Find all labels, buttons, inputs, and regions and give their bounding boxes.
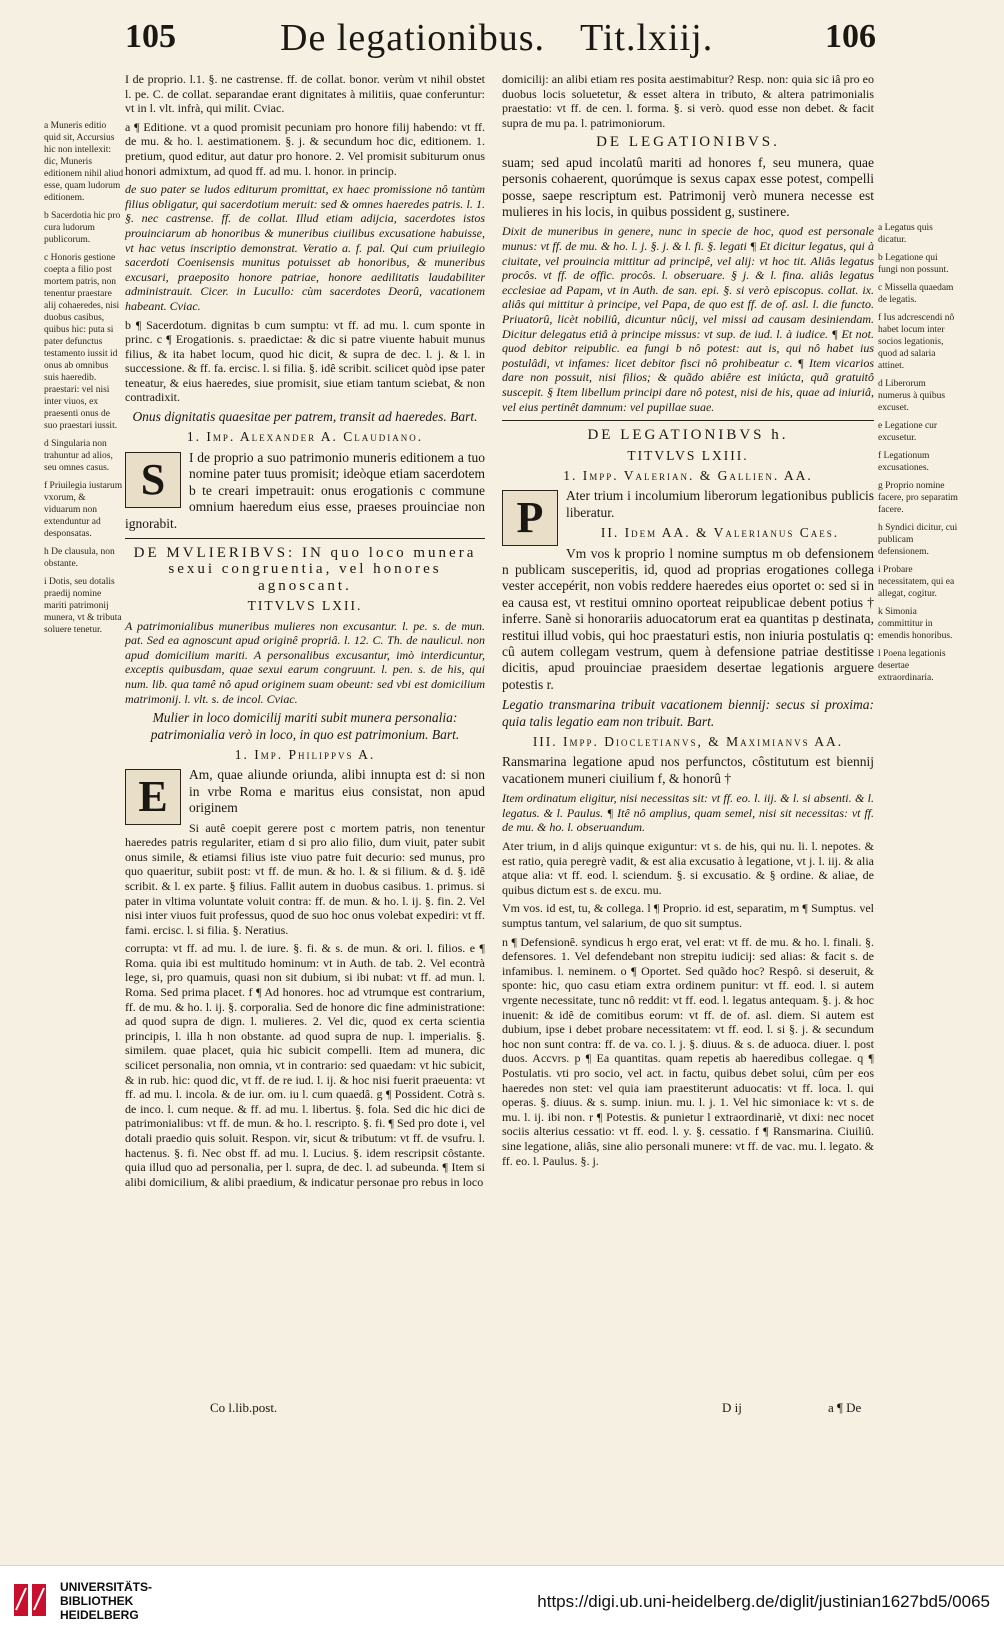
gloss-paragraph: Vm vos. id est, tu, & collega. l ¶ Proprio. id est, separatim, m ¶ Sumptus. vel sumptus tantum, vel salarium, de quo sit sumptus. (502, 901, 874, 930)
margin-note: h Syndici dicitur, cui publicam defensionem. (878, 523, 958, 557)
running-head-title: De legationibus. (280, 17, 546, 59)
law-heading: 1. Imp. Alexander A. Claudiano. (186, 429, 424, 445)
gloss-paragraph: domicilij: an alibi etiam res posita aestimabitur? Resp. non: quia sic iâ pro eo duobus locis soluetetur, & esset altera in tributo, & altera patrimonialis praestatio: vt ff. de cen. l. forma. §. si verò. quod esse non debet. & facit supra de mu pa. l. patrimoniorum. (502, 72, 874, 130)
margin-note: d Liberorum numerus à quibus excuset. (878, 379, 946, 413)
margin-note: f Ius adcrescendi nô habet locum inter socios legationis, quod ad salaria attinet. (878, 313, 955, 371)
gloss-paragraph: de suo pater se ludos editurum promittat, ex haec promissione nô tantùm filius obligatur, qui sacerdotium meruit: sed & omnes haeredes patris. l. 1. §. nec castrense. ff. de collat. Illud etiam adijcia, sacerdotes istos prouinciarum ab honoribus & muneribus ciuilibus excusatione habuisse, vt hac vetus inscriptio demonstrat. Veratio a. f. pal. Qui cum priuilegio sacerdoti Coenisensis munitus potuisset ab honoribus, & muneribus excusari, praeposito honore patriae, honore aedilitatis laudabiliter administrauit. Cicer. in Lucullo: cùm sacerdotes Deorû, vacationem habeant. Cviac. (125, 182, 485, 313)
law-text: Ransmarina legatione apud nos perfunctos, côstitutum est biennij vacationem muneri ciuilium f, & honorû † (502, 754, 874, 786)
gloss-paragraph: n ¶ Defensionê. syndicus h ergo erat, vel erat: vt ff. de mu. & ho. l. finali. §. defensores. 1. Vel defendebant non strepitu iudicij: sed alias: & facit s. de infamibus. l. neminem. o ¶ Oportet. Sed quãdo hoc? Respô. si deseruit, & sponte: hic, quo casu etiam extra ordinem punitur: vt ff. eod. l. si autem vrgente necessitate, tunc nô reddit: vt ff. eod. l. legatus antequam. §. j. & hoc inuenit: & idê de comitibus eorum: vt ff. de of. asl. diem. Si autem est dubium, ipse i debet probare necessitatem: vt ff. eod. l. si §. j. & secundum hoc non sunt contra: ff. de va. co. l. j. §. diuus. & s. de aduoca. diuer. l. post duos. Accvrs. p ¶ Ea quantitas. quam repetis ab haeredibus collegae. q ¶ Postulatis. vti pro socio, vel act. in factu, quibus debet solui, cûm per eos haeredes non stet: vel quia iam praestiterunt aduocatis: vt ff. loca. l. qui operas. §. diuus. & s. sump. iniun. mu. l. j. 1. Vel hic simoniace k: vt s. de mu. l. ij. ibi non. r ¶ Potestis. & punietur l extraordinariè, vt dixi: nec nocet sociis alterius cessatio: vt ff. eod. l. y. §. cessatio. f ¶ Ransmarina. Ciuiliû. sine legatione, aliâs, sine alio personali munere: vt ff. de vac. mu. l. legato. & ff. eo. l. Paulus. §. j. (502, 934, 874, 1168)
law-text: S I de proprio a suo patrimonio muneris editionem a tuo nomine pater tuus promisit; ideòque etiam sacerdotem b te creari impetrauit: onus erogationis c commune omnium haeredum eius esse, praeses prouinciae non ignorabit. (125, 449, 485, 531)
law-heading: II. Idem AA. & Valerianus Caes. (600, 525, 840, 541)
text-column-left (125, 72, 485, 1193)
margin-note: a Muneris editio quid sit, Accursius hic non intellexit: dic, Muneris editionem nihil aliud esse, quam ludorum editionem. (44, 121, 124, 203)
catchword: Co l.lib.post. (210, 1400, 278, 1415)
decorated-initial: S (125, 452, 181, 508)
law-heading: 1. Impp. Valerian. & Gallien. AA. (563, 467, 813, 483)
signature-mark: D ij (722, 1400, 742, 1415)
margin-note: f Legationum excusationes. (878, 451, 930, 473)
margin-note: b Sacerdotia hic pro cura ludorum publicorum. (44, 211, 121, 245)
gloss-paragraph: a ¶ Editione. vt a quod promisit pecuniam pro honore filij habendo: vt ff. de mu. & ho. l. aestimationem. §. j. & secundum hoc dic, editionem. 1. pretium, quod editur, aut datur pro honore. 2. Vel promisit subiturum onus honori admixtum, ad quod ff. ad mu. l. honor. in princip. (125, 119, 485, 178)
running-head-titulus: Tit.lxiij. (580, 17, 714, 59)
gloss-paragraph: Ater trium, in d alijs quinque exiguntur: vt s. de his, qui nu. li. l. nepotes. & est ratio, quia peregrè vadit, & est alia excusatio à legatione, vt j. l. iij. & alia atque alia: vt ff. eod. l. sciendum. §. si excusatio. & § ordine. & aliae, de quibus dictum est s. de excu. mu. (502, 839, 874, 897)
law-heading: III. Impp. Diocletianvs, & Maximianvs AA. (532, 734, 844, 750)
decorated-initial: E (125, 769, 181, 825)
left-margin-notes (44, 120, 124, 642)
title-summary: A patrimonialibus muneribus mulieres non excusantur. l. pe. s. de mun. pat. Sed ea agnoscunt apud originê propriâ. l. 12. C. Th. de naulicul. non apud domicilium mariti. A personalibus excusantur, imò interdicuntur, exceptis quibusdam, quae sexui earum congruunt. l. pen. s. de his, qui num. lib. qua tamê nô apud originem suam obeunt: sed vbi est domicilium matrimonij. l. vlt. s. de incol. Cviac. (125, 618, 485, 706)
law-text: E Am, quae aliunde oriunda, alibi innupta est d: si non in vrbe Roma e maritus eius consistat, non apud originem (125, 767, 485, 816)
titulus-heading: TITVLVS LXIII. (627, 447, 749, 463)
page-number-left: 105 (125, 18, 176, 55)
title-heading: DE LEGATIONIBVS. (596, 134, 780, 151)
library-name: UNIVERSITÄTS- BIBLIOTHEK HEIDELBERG (60, 1580, 153, 1622)
gloss-paragraph: Si autê coepit gerere post c mortem patris, non tenentur haeredes patris regulariter, etiam d si pro alio filio, dum viuit, pater subit onus simile, & etiamsi filius iste viuo patre fuit decurio: sed munus, pro quo quaeritur, subiit post: vt ff. de mun. & ho. l. & si filium. & d. §. idê scribit. & l. ex parte. § filius. Fallit autem in duobus casibus. 1. primus. si pater in vltima voluntate voluit contra: ff. de mun. & ho. l. ij. §. fin. 2. Vel nisi inter viuos fuit professus, quod de suo hoc onus volebat expediri: vt ff. fami. ercisc. l. si filia. §. Neratius. (125, 820, 485, 937)
margin-note: f Priuilegia iustarum vxorum, & viduarum non extenduntur ad desponsatas. (44, 481, 123, 539)
law-text: P Ater trium i incolumium liberorum legationibus publicis liberatur. (502, 488, 874, 521)
gloss-paragraph: I de proprio. l.1. §. ne castrense. ff. de collat. bonor. verùm vt nihil obstet l. pe. C. de collat. separandae erant dignitates à militiis, quae conferuntur: vt in l. vlt. infrà, qui milit. Cviac. (125, 72, 485, 116)
right-margin-notes (878, 222, 958, 690)
gloss-paragraph: Item ordinatum eligitur, nisi necessitas sit: vt ff. eo. l. iij. & l. si absenti. & l. legatus. & l. Paulus. ¶ Itê nô amplius, quam semel, nisi sit necessitas: vt ff. de mu. & ho. l. obseruandum. (502, 791, 874, 835)
law-text: Vm vos k proprio l nomine sumptus m ob defensionem n publicam susceperitis, id, quod ad proprias erogationes collega vester accepérit, non vobis reddere haeredes eius oportet o: sed si in ea causa est, vt restitui omnino oporteat reipublicae debent potius † inferre. Sanè si honorariis aduocatorum erat ea quantitas p destinata, restitui illud vobis, qui hoc praestaturi estis, non iniuria postulatis q: cû autem collegam vestrum, quem à defensione patriae destitisse dicitis, apud prouinciae praesidem desertae legationis arguere potestis r. (502, 545, 874, 692)
margin-note: k Simonia committitur in emendis honoribus. (878, 607, 953, 641)
margin-note: b Legatione qui fungi non possunt. (878, 253, 949, 275)
titulus-heading: TITVLVS LXII. (247, 598, 363, 614)
margin-note: a Legatus quis dicatur. (878, 223, 933, 245)
gloss-paragraph: Dixit de muneribus in genere, nunc in specie de hoc, quod est personale munus: vt ff. de mu. & ho. l. j. §. j. & l. fi. §. legati ¶ Et dicitur legatus, qui à ciuitate, vel prouincia mittitur ad principê, vel alij: vt hoc tit. Aliâs legatus procôs. vt ff. de offic. procôs. l. obseruare. § j. & l. fina. aliâs legatus ecclesiae ad Papam, vt in Auth. de san. epi. §. si verò episcopus. collat. ix. aliâs qui mittitur à principe, vel Papa, de quo est ff. de of. asl. l. die functo. Priuatorû, licèt nobiliû, dicuntur nûcij, vel missi ad causam desiniendam. Dicitur delegatus etiâ à principe missus: vt sup. de iud. l. à iudice. ¶ Et not. quod debitor reipublic. ea fungi b nô potest: aut is, qui nô habet ius postulâdi, vt infames: licet debitor fisci nô prohibeatur c. ¶ Item vicarios dare non possuit, nisi filios; & quãdo abiêre est iniúcta, quã gratuitô suscepit. § Item libellum principi dare nô potest, nisi de his, quae ad iniuriâ, vel eius pertinêt damnum: vel pupillae suae. (502, 224, 874, 414)
margin-note: c Missella quaedam de legatis. (878, 283, 954, 305)
margin-note: c Honoris gestione coepta a filio post mortem patris, non tenentur praestare alij cohaeredes, nisi duobus casibus, quibus hic: puta si pater defunctus testamento iussit id onus ab omnibus suis haeredib. praestari: vel nisi inter viuos, ex praesenti onus de suo praestari iussit. (44, 253, 120, 431)
decorated-initial: P (502, 490, 558, 546)
law-heading: 1. Imp. Philippvs A. (234, 746, 376, 762)
catchword: a ¶ De (828, 1400, 862, 1415)
margin-note: l Poena legationis desertae extraordinaria. (878, 649, 946, 683)
library-footer (0, 1565, 1004, 1646)
law-text: suam; sed apud incolatû mariti ad honores f, seu munera, quae personis cohaerent, quorúmque is sexus capax esse potest, compelli posse, saepe rescriptum est. Patrimonij verò munera necesse est mulieres in his locis, in quibus possident g, sustinere. (502, 154, 874, 219)
margin-note: i Dotis, seu dotalis praedij nomine mariti patrimonij munera, vt & tributa soluere tenetur. (44, 577, 122, 635)
margin-note: e Legatione cur excusetur. (878, 421, 938, 443)
margin-note: i Probare necessitatem, qui ea allegat, cogitur. (878, 565, 955, 599)
title-heading: DE MVLIERIBVS: IN quo loco munera sexui congruentia, vel honores agnoscant. (133, 544, 477, 594)
text-column-right (502, 72, 874, 1172)
margin-note: d Singularia non trahuntur ad alios, seu omnes casus. (44, 439, 113, 473)
title-heading: DE LEGATIONIBVS h. (587, 427, 789, 444)
library-logo-icon (12, 1580, 52, 1620)
margin-note: g Proprio nomine facere, pro separatim facere. (878, 481, 958, 515)
margin-note: h De clausula, non obstante. (44, 547, 115, 569)
page-number-right: 106 (825, 18, 876, 55)
gloss-paragraph: corrupta: vt ff. ad mu. l. de iure. §. fi. & s. de mun. & ori. l. filios. e ¶ Roma. quia ibi est multitudo hominum: vt in Auth. de tab. 2. Vel econtrà lege, si, pro quamuis, quasi non sit dubium, si ibi nubat: vt ff. ad mun. l. Roma. Sed prima placet. f ¶ Ad honores. hoc ad vtrumque est contrarium, ff. de mu. & ho. l. ij. §. corporalia. Sed de honore dic fine administratione: ad quod supra de dign. l. mulieres. 2. Vel dic, quod ex certa scientia principis, l. illa h non obstante. ad quod supra de nup. l. imperialis. §. similem. quae placet, quia hic subicit compelli. Item ad munera, dic scilicet personalia, non omnia, vt in contrario: sed quaedam: vt hic subicit, & in rub. hic: quod dic, vt ff. de re iud. l. ij. & hoc nisi fuerit praeuenta: vt ff. ad mu. l. incola. & de iur. om. iu l. cum quaedâ. g ¶ Possident. Cotrà s. de inco. l. cum neque. & ff. ad mu. l. libertus. §. fola. Sed dic hic dici de patrimonialibus: vt ff. de mun. & ho. l. rescripto. §. fi. ¶ Sed pro dote i, vel dotali praedio quis soluit. Respon. vir, sicut & tributum: vt ff. de vsufru. l. hactenus. §. fi. Nec obst ff. ad mu. l. Lucius. §. idem rescripsit côstante. quia illud quo ad personalia, per l. supra, de dec. l. ad subeunda. ¶ Item si alibi domicilium, & alibi praedium, & indicatur personae pro rebus in loco (125, 941, 485, 1189)
gloss-paragraph: b ¶ Sacerdotum. dignitas b cum sumptu: vt ff. ad mu. l. cum sponte in princ. c ¶ Erogationis. s. praedictae: & dic si patre viuente habuit munus filius, & ita habet locum, quod hic dicit, & supra de dec. l. j. & l. in successione. & ff. fa. ercisc. l. si filia. §. idê scribit. scilicet quòd ipse pater teneatur, & eius haeredes, siue promisit, siue etiam tantum sciebat, & non contradixit. (125, 317, 485, 405)
divider (502, 420, 874, 421)
bartolus-summary: Legatio transmarina tribuit vacationem biennij: secus si proxima: quia talis legatio eam non tribuit. Bart. (502, 697, 874, 729)
permalink-url[interactable]: https://digi.ub.uni-heidelberg.de/diglit/justinian1627bd5/0065 (537, 1592, 990, 1611)
divider (125, 538, 485, 539)
bartolus-summary: Mulier in loco domicilij mariti subit munera personalia: patrimonialia verò in loco, in quo est patrimonium. Bart. (150, 710, 460, 742)
bartolus-summary: Onus dignitatis quaesitae per patrem, transit ad haeredes. Bart. (132, 409, 478, 425)
